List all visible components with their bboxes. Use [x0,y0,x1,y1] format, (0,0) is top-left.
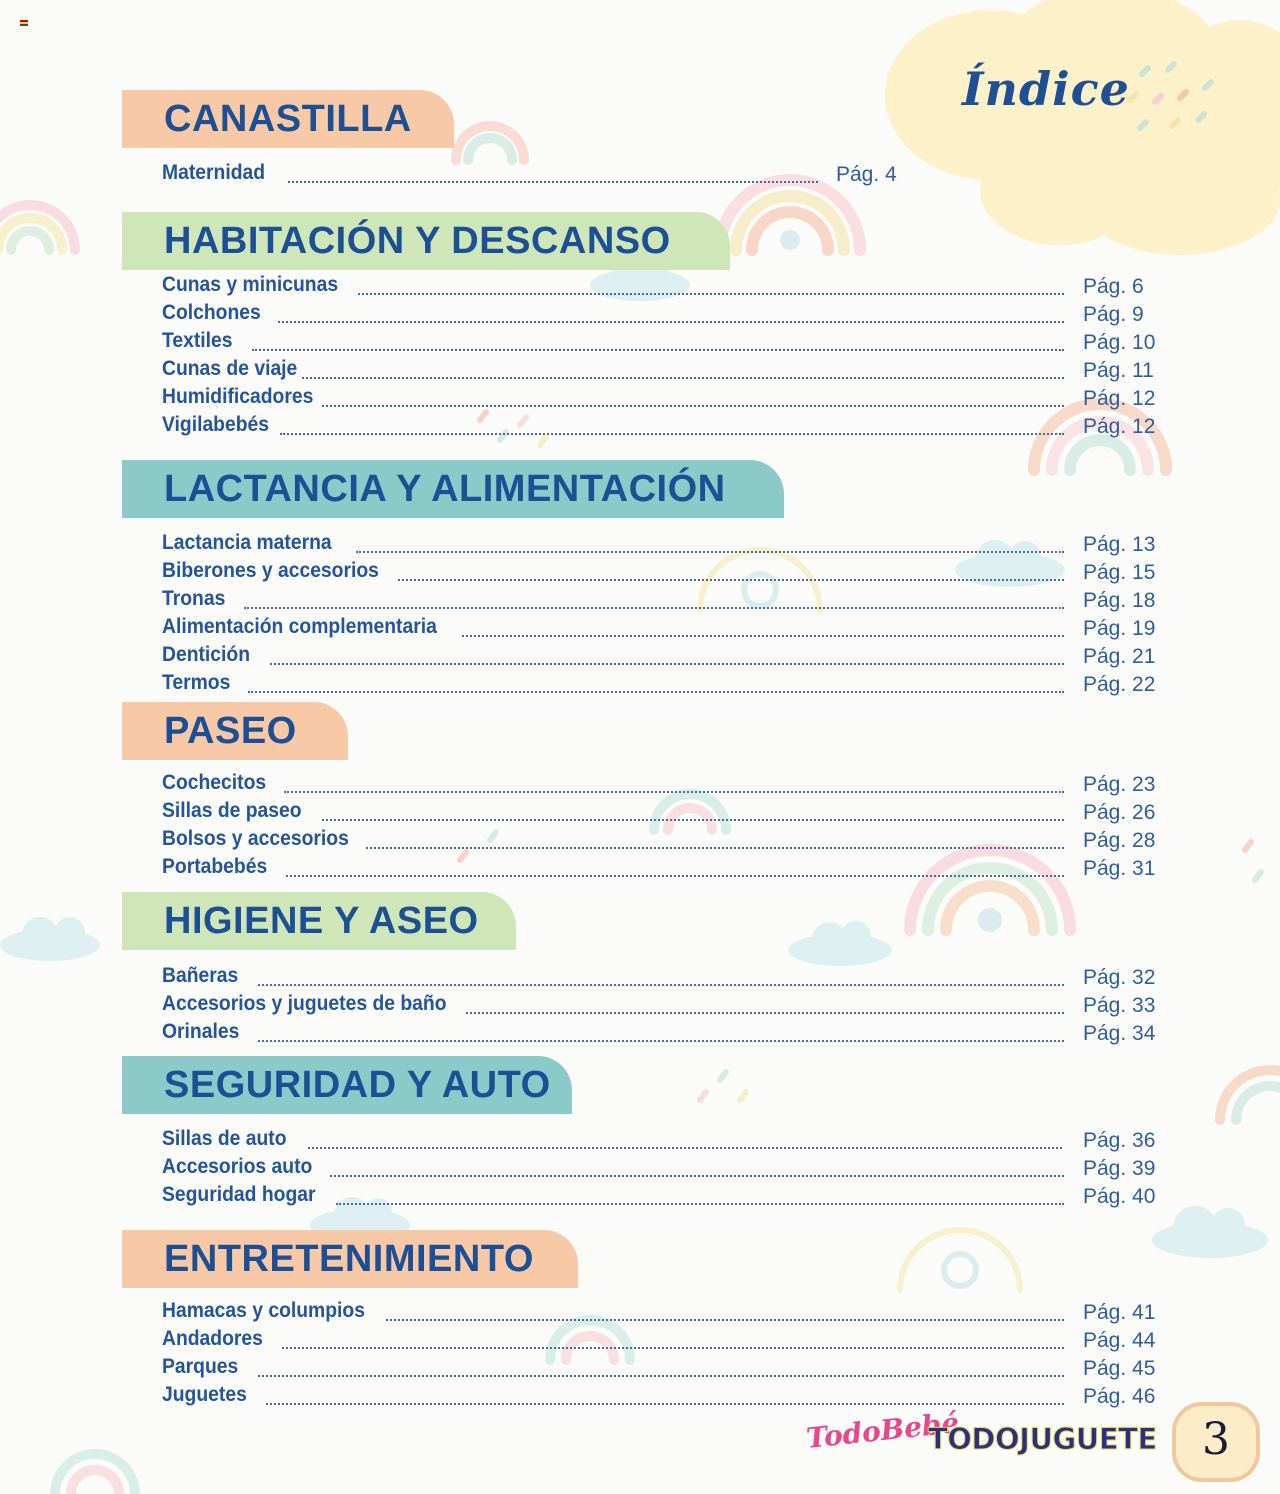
page-title: Índice [962,62,1130,116]
toc-entry[interactable] [162,587,1162,613]
toc-entry-label: Textiles [162,329,233,352]
section-banner [122,702,348,760]
sun-icon [900,1230,1020,1290]
toc-entry[interactable] [162,273,1162,299]
toc-entry-label: Colchones [162,301,261,324]
cloud-icon [0,917,100,961]
leader-dots [366,845,1064,849]
leader-dots [248,689,1064,693]
toc-entry-page: Pág. 41 [1083,1301,1156,1324]
toc-entry-label: Dentición [162,643,251,666]
leader-dots [358,291,1064,295]
toc-entry[interactable] [162,1183,1162,1209]
toc-entry-label: Accesorios y juguetes de baño [162,992,447,1015]
leader-dots [386,1317,1064,1321]
section-title: PASEO [164,710,297,752]
toc-entry-label: Tronas [162,587,226,610]
toc-entry-label: Vigilabebés [162,413,270,436]
toc-entry[interactable] [162,531,1162,557]
toc-entry-page: Pág. 46 [1083,1385,1156,1408]
toc-entry[interactable] [162,161,1162,187]
toc-entry[interactable] [162,559,1162,585]
toc-entry-label: Cochecitos [162,771,267,794]
leader-dots [258,982,1064,986]
toc-entry-page: Pág. 36 [1083,1129,1156,1152]
toc-entry[interactable] [162,771,1162,797]
section-banner [122,1056,572,1114]
toc-entry-page: Pág. 23 [1083,773,1156,796]
toc-entry[interactable] [162,992,1162,1018]
toc-entry[interactable] [162,964,1162,990]
leader-dots [278,319,1064,323]
toc-entry-label: Hamacas y columpios [162,1299,365,1322]
section-title: CANASTILLA [164,98,412,140]
toc-entry-page: Pág. 22 [1083,673,1156,696]
toc-entry-page: Pág. 33 [1083,994,1156,1017]
toc-entry-label: Portabebés [162,855,268,878]
toc-entry[interactable] [162,1127,1162,1153]
toc-entry-label: Alimentación complementaria [162,615,437,638]
toc-entry-label: Sillas de paseo [162,799,302,822]
section-banner [122,460,784,518]
leader-dots [270,661,1064,665]
page-number-badge [1172,1402,1260,1482]
footer [800,1396,1280,1494]
toc-entry-page: Pág. 11 [1083,359,1154,382]
toc-entry-page: Pág. 45 [1083,1357,1156,1380]
toc-entry-page: Pág. 32 [1083,966,1156,989]
toc-entry-page: Pág. 9 [1083,303,1144,326]
leader-dots [322,403,1064,407]
toc-entry-page: Pág. 13 [1083,533,1156,556]
todojuguete-logo: TODOJUGUETE [928,1422,1157,1456]
toc-entry-label: Bolsos y accesorios [162,827,349,850]
toc-entry-page: Pág. 10 [1083,331,1156,354]
toc-entry[interactable] [162,827,1162,853]
leader-dots [282,1345,1064,1349]
toc-entry-label: Cunas de viaje [162,357,298,380]
leader-dots [258,1373,1064,1377]
leader-dots [462,633,1064,637]
leader-dots [252,347,1064,351]
rainbow-icon [1220,1070,1280,1120]
section-title: ENTRETENIMIENTO [164,1238,534,1280]
toc-entry-page: Pág. 19 [1083,617,1156,640]
toc-entry-label: Accesorios auto [162,1155,313,1178]
leader-dots [336,1201,1064,1205]
toc-entry-page: Pág. 12 [1083,387,1156,410]
toc-entry[interactable] [162,385,1162,411]
leader-dots [258,1038,1064,1042]
toc-entry-label: Humidificadores [162,385,314,408]
leader-dots [284,789,1064,793]
leader-dots [466,1010,1064,1014]
toc-entry-label: Cunas y minicunas [162,273,339,296]
toc-entry[interactable] [162,855,1162,881]
section-title: LACTANCIA Y ALIMENTACIÓN [164,468,726,510]
leader-dots [280,431,1064,435]
toc-entry[interactable] [162,301,1162,327]
rainbow-icon [55,1454,135,1494]
leader-dots [330,1173,1064,1177]
section-title: SEGURIDAD Y AUTO [164,1064,551,1106]
cloud-icon [788,921,892,966]
toc-entry-label: Orinales [162,1020,240,1043]
toc-entry-label: Lactancia materna [162,531,332,554]
toc-entry-label: Sillas de auto [162,1127,287,1150]
cloud-icon [1152,1206,1268,1258]
section-title: HABITACIÓN Y DESCANSO [164,220,671,262]
toc-entry-page: Pág. 31 [1083,857,1156,880]
toc-entry-page: Pág. 40 [1083,1185,1156,1208]
section-banner [122,212,730,270]
leader-dots [302,375,1064,379]
toc-entry-page: Pág. 12 [1083,415,1156,438]
toc-entry-page: Pág. 18 [1083,589,1156,612]
toc-entry-page: Pág. 28 [1083,829,1156,852]
section-banner [122,1230,578,1288]
toc-entry[interactable] [162,615,1162,641]
leader-dots [322,817,1064,821]
toc-entry-label: Andadores [162,1327,263,1350]
leader-dots [398,577,1064,581]
toc-entry-label: Biberones y accesorios [162,559,379,582]
toc-entry[interactable] [162,1020,1162,1046]
section-banner [122,892,516,950]
toc-entry-label: Juguetes [162,1383,247,1406]
leader-dots [288,179,818,183]
toc-entry-label: Bañeras [162,964,239,987]
leader-dots [308,1145,1062,1149]
toc-entry-page: Pág. 6 [1083,275,1144,298]
toc-entry[interactable] [162,671,1162,697]
toc-entry[interactable] [162,1355,1162,1381]
toc-entry-page: Pág. 21 [1083,645,1156,668]
leader-dots [286,873,1064,877]
section-title: HIGIENE Y ASEO [164,900,479,942]
section-banner [122,90,454,148]
toc-entry-label: Termos [162,671,231,694]
leader-dots [244,605,1064,609]
toc-entry-page: Pág. 26 [1083,801,1156,824]
toc-entry[interactable] [162,1327,1162,1353]
toc-entry[interactable] [162,1155,1162,1181]
leader-dots [356,549,1064,553]
toc-entry-page: Pág. 15 [1083,561,1156,584]
toc-entry-label: Maternidad [162,161,266,184]
toc-entry-page: Pág. 34 [1083,1022,1156,1045]
toc-entry[interactable] [162,329,1162,355]
todobebe-logo: TodoBebé [804,1406,961,1455]
toc-entry-page: Pág. 39 [1083,1157,1156,1180]
toc-entry[interactable] [162,643,1162,669]
toc-entry[interactable] [162,357,1162,383]
toc-entry-page: Pág. 44 [1083,1329,1156,1352]
toc-entry[interactable] [162,413,1162,439]
toc-entry-page: Pág. 4 [836,163,897,186]
toc-entry-label: Parques [162,1355,239,1378]
page-number: 3 [1202,1414,1230,1465]
toc-entry-label: Seguridad hogar [162,1183,316,1206]
toc-entry[interactable] [162,1299,1162,1325]
flag-icon [20,20,28,26]
toc-entry[interactable] [162,799,1162,825]
